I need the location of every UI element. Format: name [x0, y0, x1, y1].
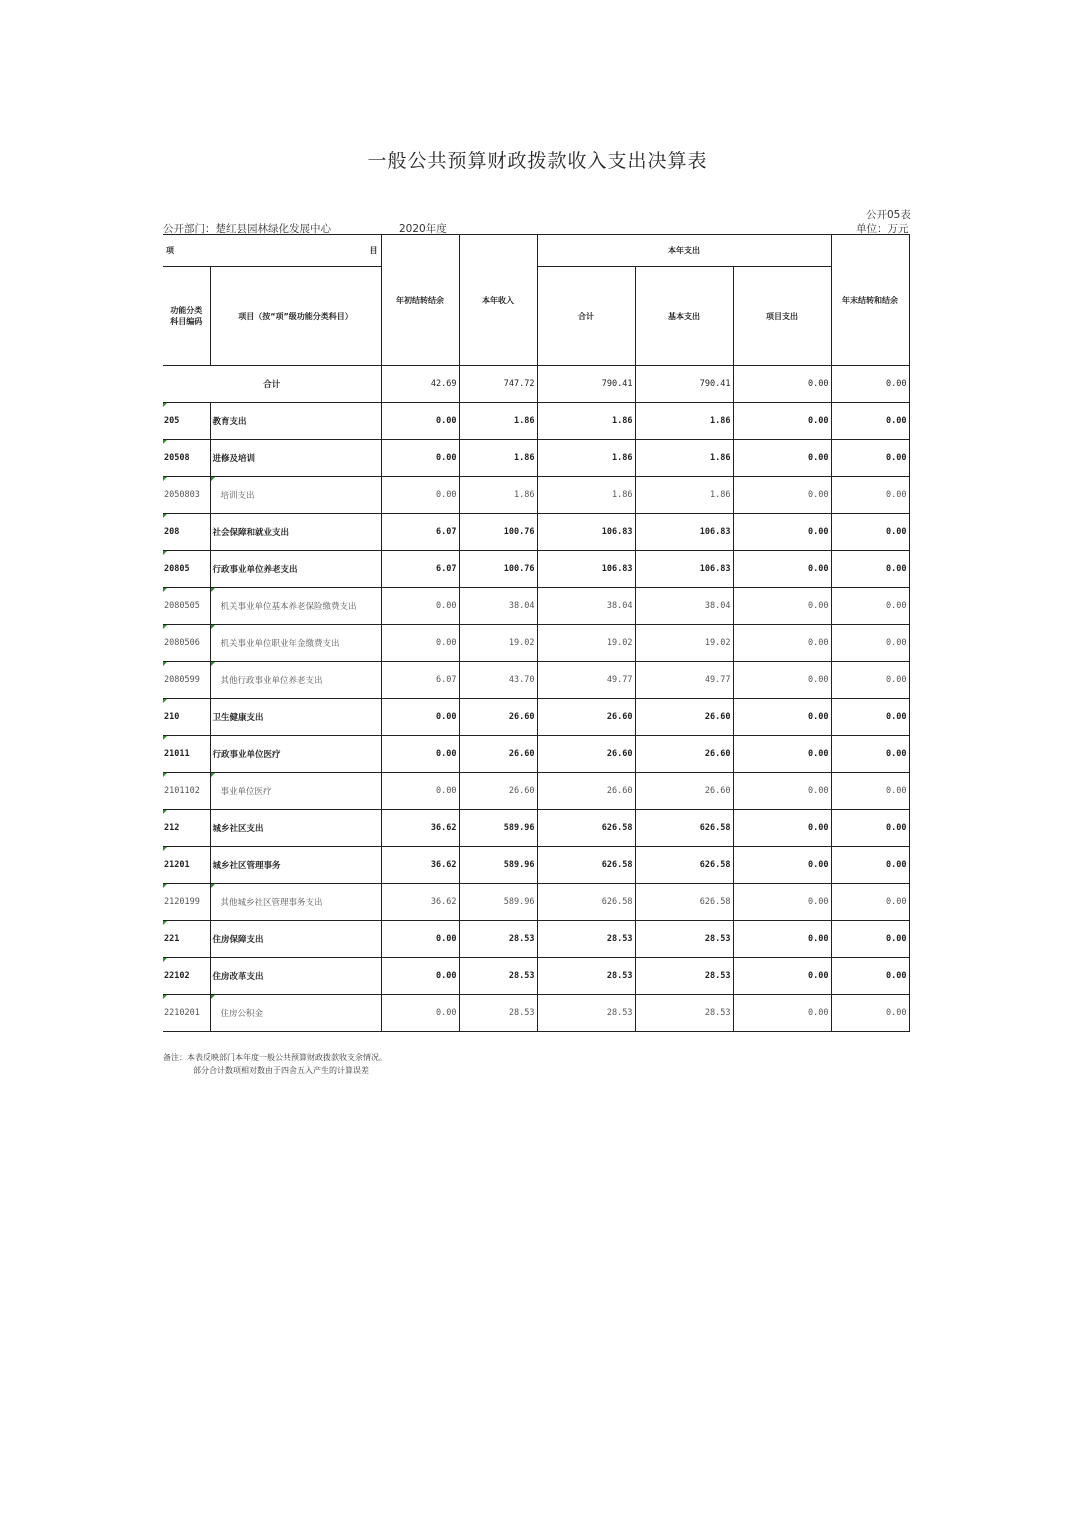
row-name: 住房保障支出 [210, 921, 381, 958]
row-code: 2080505 [163, 588, 210, 625]
row-project: 0.00 [733, 810, 831, 847]
row-project: 0.00 [733, 995, 831, 1032]
row-name: 机关事业单位基本养老保险缴费支出 [210, 588, 381, 625]
table-row [163, 884, 909, 921]
form-number: 公开05表 [866, 209, 911, 221]
header-total: 合计 [537, 267, 635, 366]
row-name: 其他行政事业单位养老支出 [210, 662, 381, 699]
page-title: 一般公共预算财政拨款收入支出决算表 [367, 150, 708, 172]
row-income: 1.86 [459, 477, 537, 514]
row-code: 210 [163, 699, 210, 736]
row-basic: 28.53 [635, 995, 733, 1032]
total-income: 747.72 [459, 366, 537, 403]
row-closing: 0.00 [831, 588, 909, 625]
row-total: 38.04 [537, 588, 635, 625]
table-row [163, 995, 909, 1032]
row-project: 0.00 [733, 662, 831, 699]
row-code: 20805 [163, 551, 210, 588]
row-basic: 106.83 [635, 514, 733, 551]
row-basic: 626.58 [635, 884, 733, 921]
row-basic: 26.60 [635, 699, 733, 736]
table-row [163, 662, 909, 699]
header-code: 功能分类科目编码 [163, 267, 210, 366]
total-total: 790.41 [537, 366, 635, 403]
table-row [163, 403, 909, 440]
row-code: 2050803 [163, 477, 210, 514]
row-total: 106.83 [537, 514, 635, 551]
row-opening: 0.00 [381, 477, 459, 514]
row-total: 49.77 [537, 662, 635, 699]
row-code: 2080599 [163, 662, 210, 699]
row-income: 1.86 [459, 440, 537, 477]
row-opening: 0.00 [381, 403, 459, 440]
row-project: 0.00 [733, 773, 831, 810]
row-income: 38.04 [459, 588, 537, 625]
budget-table [163, 234, 910, 1032]
row-project: 0.00 [733, 625, 831, 662]
row-income: 19.02 [459, 625, 537, 662]
row-closing: 0.00 [831, 625, 909, 662]
table-row [163, 625, 909, 662]
row-code: 221 [163, 921, 210, 958]
row-name: 行政事业单位医疗 [210, 736, 381, 773]
row-project: 0.00 [733, 736, 831, 773]
total-project: 0.00 [733, 366, 831, 403]
row-total: 19.02 [537, 625, 635, 662]
note-line: 部分合计数项相对数由于四舍五入产生的计算误差 [193, 1066, 369, 1075]
row-name: 行政事业单位养老支出 [210, 551, 381, 588]
header-name: 项目（按“项”级功能分类科目） [210, 267, 381, 366]
row-total: 626.58 [537, 810, 635, 847]
row-closing: 0.00 [831, 551, 909, 588]
row-opening: 0.00 [381, 625, 459, 662]
row-basic: 626.58 [635, 810, 733, 847]
note-line: 备注：本表反映部门本年度一般公共预算财政拨款收支余情况。 [163, 1053, 387, 1062]
header-expense-group: 本年支出 [537, 235, 831, 267]
table-row [163, 477, 909, 514]
row-code: 22102 [163, 958, 210, 995]
row-income: 589.96 [459, 810, 537, 847]
notes [163, 1051, 387, 1077]
row-project: 0.00 [733, 477, 831, 514]
row-total: 28.53 [537, 921, 635, 958]
row-closing: 0.00 [831, 810, 909, 847]
row-basic: 26.60 [635, 736, 733, 773]
row-income: 26.60 [459, 699, 537, 736]
row-income: 43.70 [459, 662, 537, 699]
row-income: 100.76 [459, 514, 537, 551]
row-name: 培训支出 [210, 477, 381, 514]
total-opening: 42.69 [381, 366, 459, 403]
row-opening: 36.62 [381, 810, 459, 847]
row-income: 28.53 [459, 995, 537, 1032]
department-label: 公开部门：楚红县园林绿化发展中心 [163, 223, 331, 235]
row-opening: 0.00 [381, 958, 459, 995]
row-closing: 0.00 [831, 514, 909, 551]
row-closing: 0.00 [831, 958, 909, 995]
row-code: 21201 [163, 847, 210, 884]
row-income: 28.53 [459, 921, 537, 958]
row-basic: 26.60 [635, 773, 733, 810]
row-name: 住房公积金 [210, 995, 381, 1032]
header-project: 项目支出 [733, 267, 831, 366]
row-opening: 6.07 [381, 514, 459, 551]
total-label: 合计 [163, 366, 381, 403]
row-basic: 1.86 [635, 477, 733, 514]
row-total: 26.60 [537, 736, 635, 773]
table-row [163, 773, 909, 810]
row-closing: 0.00 [831, 921, 909, 958]
row-opening: 0.00 [381, 588, 459, 625]
row-opening: 0.00 [381, 440, 459, 477]
total-closing: 0.00 [831, 366, 909, 403]
table-row [163, 440, 909, 477]
row-code: 20508 [163, 440, 210, 477]
header-income: 本年收入 [459, 235, 537, 366]
row-total: 28.53 [537, 958, 635, 995]
row-closing: 0.00 [831, 403, 909, 440]
row-total: 626.58 [537, 884, 635, 921]
row-income: 100.76 [459, 551, 537, 588]
row-name: 进修及培训 [210, 440, 381, 477]
table-row [163, 514, 909, 551]
row-income: 26.60 [459, 736, 537, 773]
row-closing: 0.00 [831, 477, 909, 514]
row-basic: 28.53 [635, 958, 733, 995]
row-project: 0.00 [733, 884, 831, 921]
row-closing: 0.00 [831, 847, 909, 884]
row-income: 589.96 [459, 847, 537, 884]
row-opening: 36.62 [381, 847, 459, 884]
header-row-1 [163, 235, 909, 267]
row-project: 0.00 [733, 403, 831, 440]
row-basic: 38.04 [635, 588, 733, 625]
header-xiang-mu [163, 235, 381, 267]
row-basic: 1.86 [635, 440, 733, 477]
row-code: 2101102 [163, 773, 210, 810]
row-name: 事业单位医疗 [210, 773, 381, 810]
row-basic: 1.86 [635, 403, 733, 440]
row-total: 26.60 [537, 773, 635, 810]
row-project: 0.00 [733, 847, 831, 884]
row-code: 212 [163, 810, 210, 847]
row-opening: 0.00 [381, 995, 459, 1032]
table-row [163, 551, 909, 588]
row-project: 0.00 [733, 958, 831, 995]
row-total: 1.86 [537, 440, 635, 477]
row-basic: 49.77 [635, 662, 733, 699]
table-row [163, 736, 909, 773]
row-project: 0.00 [733, 440, 831, 477]
row-opening: 0.00 [381, 921, 459, 958]
row-name: 其他城乡社区管理事务支出 [210, 884, 381, 921]
header-opening: 年初结转结余 [381, 235, 459, 366]
row-project: 0.00 [733, 921, 831, 958]
row-income: 28.53 [459, 958, 537, 995]
row-opening: 0.00 [381, 773, 459, 810]
row-total: 1.86 [537, 477, 635, 514]
row-closing: 0.00 [831, 884, 909, 921]
table-row [163, 810, 909, 847]
header-closing: 年末结转和结余 [831, 235, 909, 366]
row-closing: 0.00 [831, 662, 909, 699]
table-row [163, 921, 909, 958]
row-total: 26.60 [537, 699, 635, 736]
row-basic: 19.02 [635, 625, 733, 662]
year-label: 2020年度 [399, 223, 447, 235]
row-name: 卫生健康支出 [210, 699, 381, 736]
row-project: 0.00 [733, 699, 831, 736]
row-closing: 0.00 [831, 699, 909, 736]
row-income: 1.86 [459, 403, 537, 440]
header-xiang: 项 [166, 246, 174, 255]
row-code: 21011 [163, 736, 210, 773]
row-opening: 36.62 [381, 884, 459, 921]
row-name: 社会保障和就业支出 [210, 514, 381, 551]
total-row [163, 366, 909, 403]
row-total: 106.83 [537, 551, 635, 588]
row-basic: 28.53 [635, 921, 733, 958]
row-opening: 6.07 [381, 662, 459, 699]
row-income: 589.96 [459, 884, 537, 921]
row-closing: 0.00 [831, 440, 909, 477]
row-name: 城乡社区支出 [210, 810, 381, 847]
row-name: 教育支出 [210, 403, 381, 440]
row-opening: 0.00 [381, 699, 459, 736]
row-code: 208 [163, 514, 210, 551]
row-closing: 0.00 [831, 773, 909, 810]
row-closing: 0.00 [831, 736, 909, 773]
table-row [163, 958, 909, 995]
row-opening: 0.00 [381, 736, 459, 773]
row-project: 0.00 [733, 551, 831, 588]
table-row [163, 847, 909, 884]
row-basic: 626.58 [635, 847, 733, 884]
row-project: 0.00 [733, 514, 831, 551]
row-opening: 6.07 [381, 551, 459, 588]
row-code: 205 [163, 403, 210, 440]
header-basic: 基本支出 [635, 267, 733, 366]
row-code: 2080506 [163, 625, 210, 662]
row-name: 住房改革支出 [210, 958, 381, 995]
row-basic: 106.83 [635, 551, 733, 588]
row-code: 2120199 [163, 884, 210, 921]
row-total: 28.53 [537, 995, 635, 1032]
total-basic: 790.41 [635, 366, 733, 403]
row-closing: 0.00 [831, 995, 909, 1032]
unit-label: 单位：万元 [856, 223, 909, 235]
row-name: 城乡社区管理事务 [210, 847, 381, 884]
table-row [163, 588, 909, 625]
row-income: 26.60 [459, 773, 537, 810]
row-code: 2210201 [163, 995, 210, 1032]
row-total: 1.86 [537, 403, 635, 440]
table-row [163, 699, 909, 736]
row-project: 0.00 [733, 588, 831, 625]
row-total: 626.58 [537, 847, 635, 884]
header-mu: 目 [369, 246, 378, 255]
row-name: 机关事业单位职业年金缴费支出 [210, 625, 381, 662]
